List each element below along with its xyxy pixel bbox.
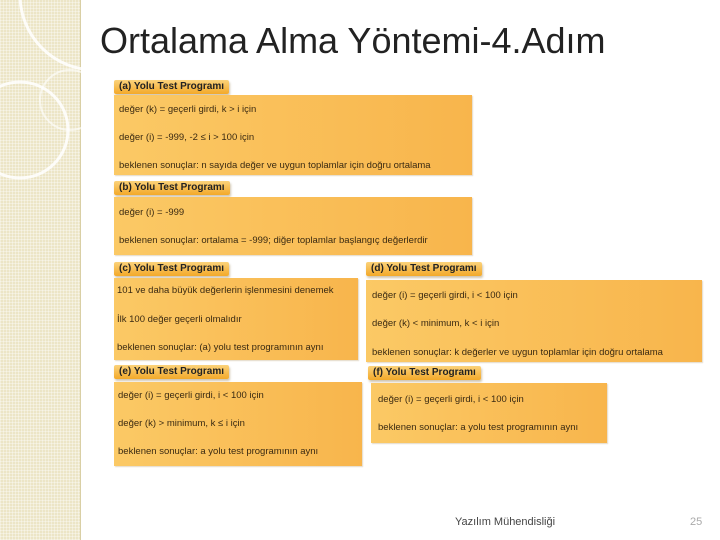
- program-e-line-3: beklenen sonuçlar: a yolu test programının aynı: [118, 446, 319, 457]
- program-b-box: [114, 197, 472, 255]
- program-c-line-2: İlk 100 değer geçerli olmalıdır: [117, 314, 242, 325]
- program-e-tab: (e) Yolu Test Programı: [114, 365, 229, 379]
- program-a-line-2: değer (i) = -999, -2 ≤ i > 100 için: [119, 132, 255, 143]
- decorative-circles: [0, 0, 110, 190]
- program-d-line-3: beklenen sonuçlar: k değerler ve uygun toplamlar için doğru ortalama: [372, 347, 663, 358]
- program-a-line-1: değer (k) = geçerli girdi, k > i için: [119, 104, 257, 115]
- footer-text: Yazılım Mühendisliği: [455, 516, 556, 528]
- program-e-box: [114, 382, 362, 466]
- program-b-line-1: değer (i) = -999: [119, 207, 185, 218]
- program-c-line-3: beklenen sonuçlar: (a) yolu test programının aynı: [117, 342, 324, 353]
- program-e-line-1: değer (i) = geçerli girdi, i < 100 için: [118, 390, 264, 401]
- program-d-line-2: değer (k) < minimum, k < i için: [372, 318, 500, 329]
- program-d-tab: (d) Yolu Test Programı: [366, 262, 482, 276]
- program-f-tab: (f) Yolu Test Programı: [368, 366, 481, 380]
- program-e-line-2: değer (k) > minimum, k ≤ i için: [118, 418, 245, 429]
- program-b-tab: (b) Yolu Test Programı: [114, 181, 230, 195]
- program-c-box: [114, 278, 358, 360]
- program-a-tab: (a) Yolu Test Programı: [114, 80, 229, 94]
- program-d-line-1: değer (i) = geçerli girdi, i < 100 için: [372, 290, 518, 301]
- page-number: 25: [690, 516, 703, 528]
- program-c-line-1: 101 ve daha büyük değerlerin işlenmesini denemek: [117, 285, 334, 296]
- program-f-line-1: değer (i) = geçerli girdi, i < 100 için: [378, 394, 524, 405]
- program-d-box: [366, 280, 702, 362]
- program-c-tab: (c) Yolu Test Programı: [114, 262, 229, 276]
- program-a-line-3: beklenen sonuçlar: n sayıda değer ve uygun toplamlar için doğru ortalama: [119, 160, 431, 171]
- program-f-box: [371, 383, 607, 443]
- program-a-box: [114, 95, 472, 175]
- program-b-line-2: beklenen sonuçlar: ortalama = -999; diğer toplamlar başlangıç değerlerdir: [119, 235, 428, 246]
- slide-title: Ortalama Alma Yöntemi-4.Adım: [100, 20, 606, 61]
- program-f-line-2: beklenen sonuçlar: a yolu test programının aynı: [378, 422, 579, 433]
